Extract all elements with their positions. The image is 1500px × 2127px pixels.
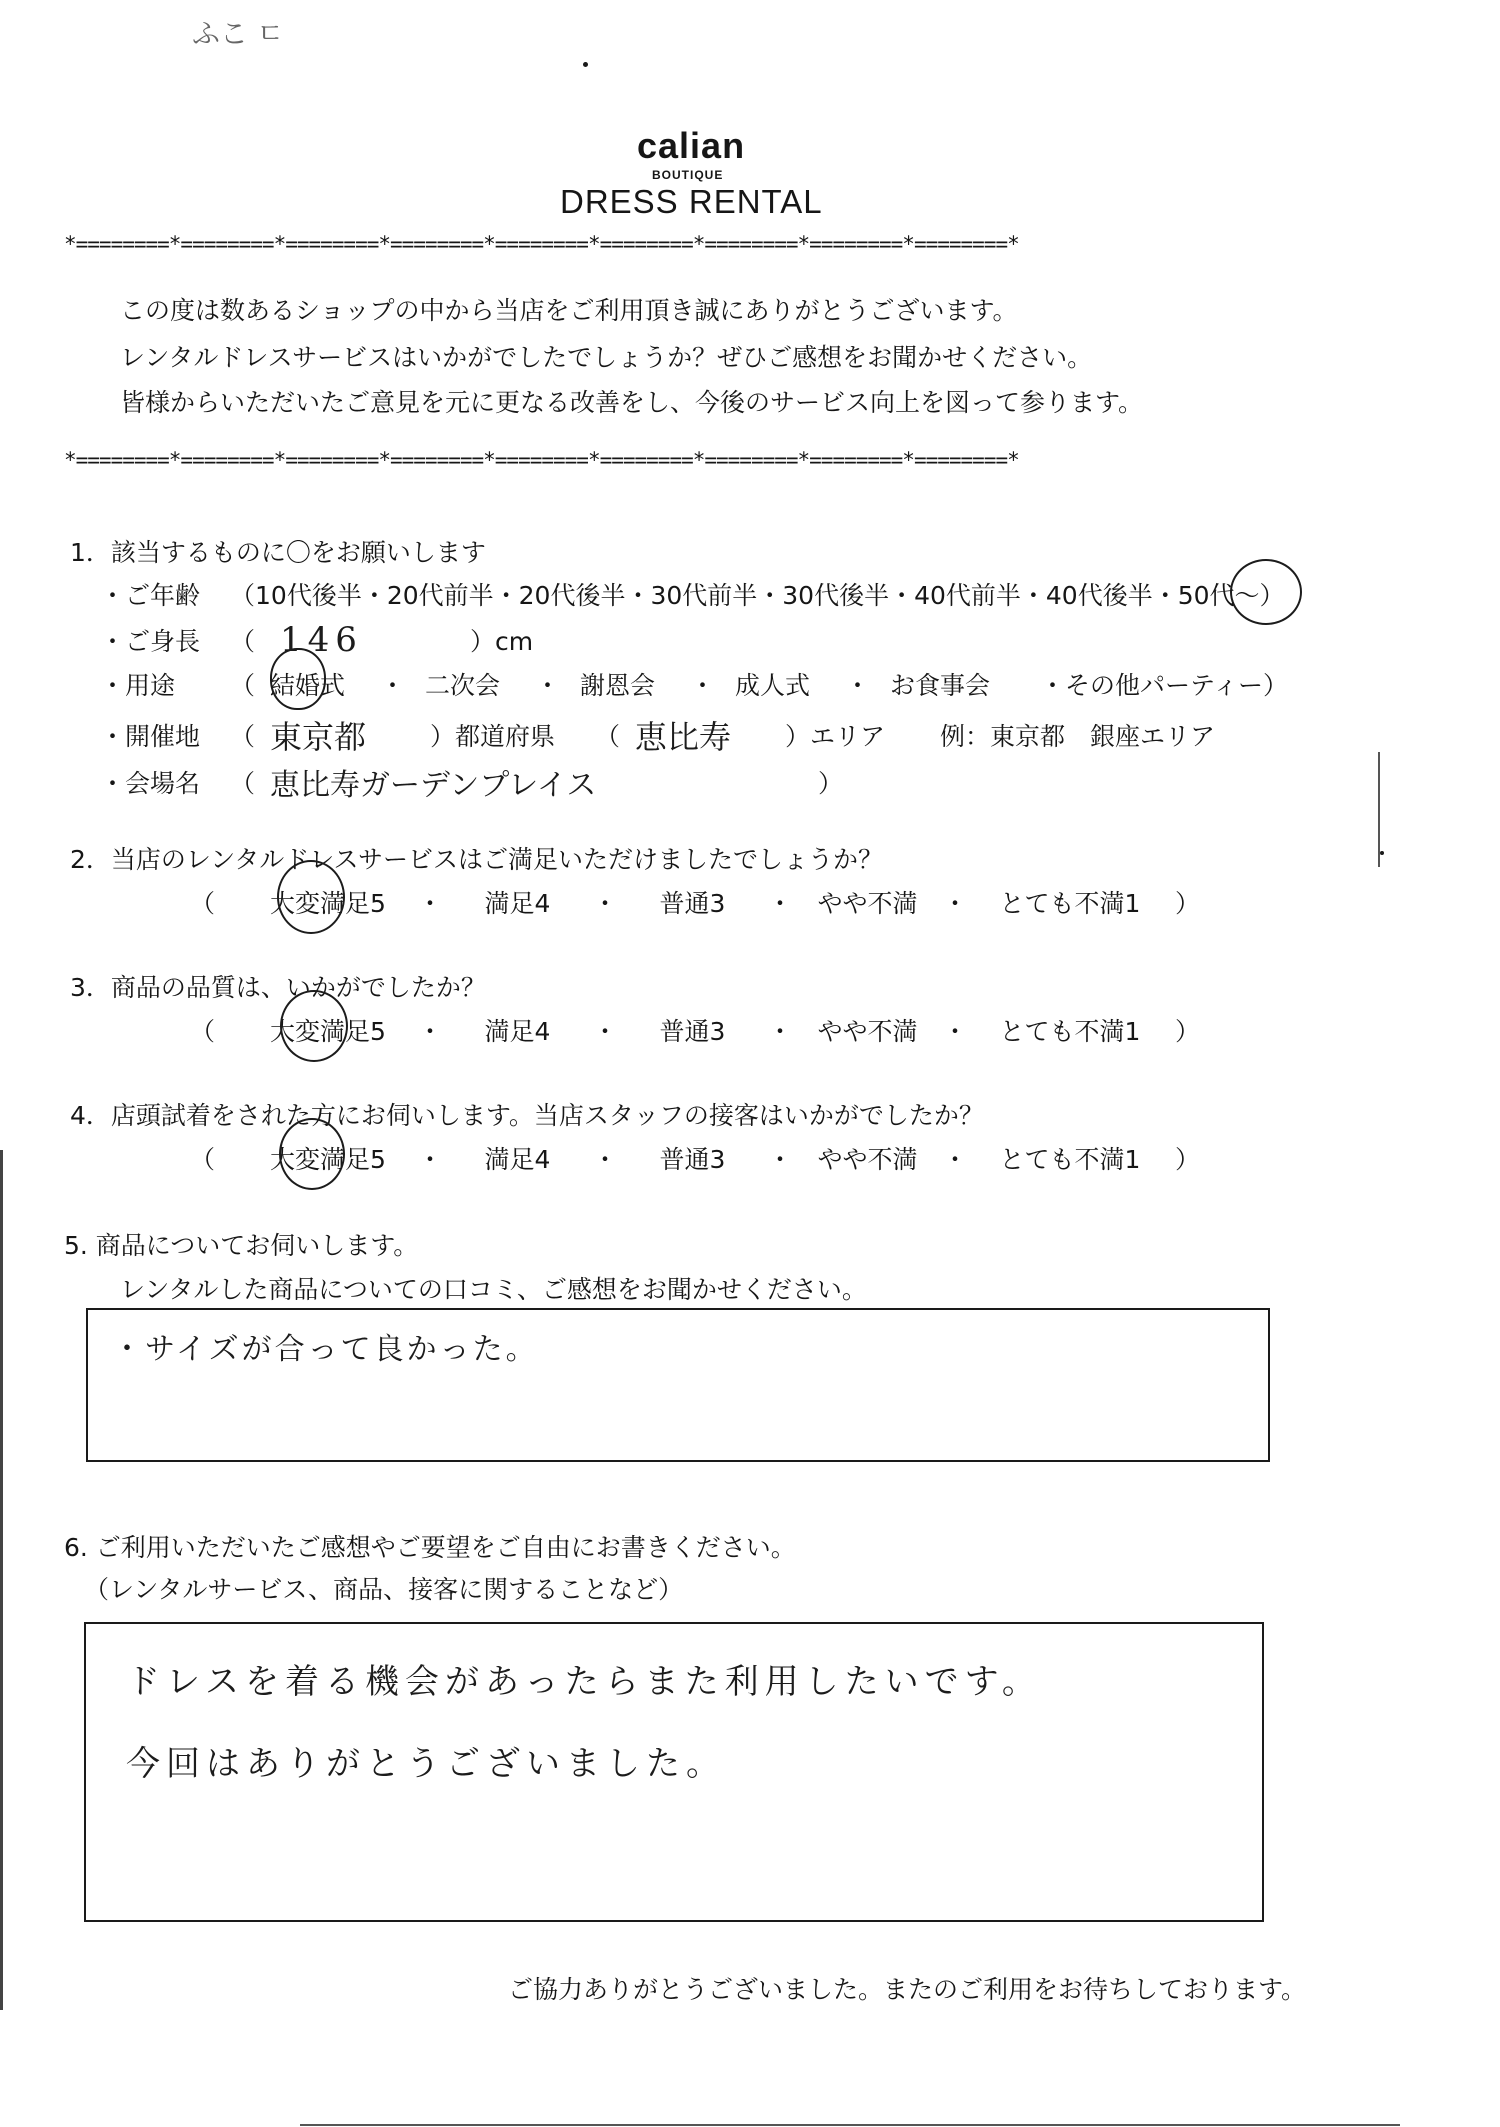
purpose-dot: ・ bbox=[380, 671, 406, 700]
age-options: 10代後半・20代前半・20代後半・30代前半・30代後半・40代前半・40代後半・ bbox=[255, 581, 1178, 610]
hall-open: （ bbox=[230, 769, 256, 798]
selection-circle bbox=[277, 860, 345, 934]
q1-title: 1．該当するものに〇をお願いします bbox=[70, 538, 486, 567]
scan-bottom-line bbox=[300, 2124, 1400, 2126]
q6-subtitle: （レンタルサービス、商品、接客に関することなど） bbox=[84, 1575, 684, 1604]
purpose-option[interactable]: 結婚式 bbox=[270, 671, 346, 700]
hall-close: ） bbox=[818, 769, 844, 798]
hall-label: ・会場名 bbox=[100, 769, 201, 798]
q6-answer-line: ドレスを着る機会があったらまた利用したいです。 bbox=[126, 1662, 1042, 1702]
venue-label: ・開催地 bbox=[100, 722, 201, 751]
scale-dot: ・ bbox=[592, 889, 618, 918]
scale-dot: ・ bbox=[417, 1145, 443, 1174]
venue-area[interactable]: 恵比寿 bbox=[635, 718, 732, 756]
venue-example: 例：東京都 銀座エリア bbox=[940, 722, 1216, 751]
scan-dot bbox=[583, 62, 588, 67]
scale-option[interactable]: 大変満足5 bbox=[270, 1145, 386, 1174]
selection-circle bbox=[1230, 559, 1302, 625]
q5-answer-text: ・サイズが合って良かった。 bbox=[112, 1332, 539, 1367]
scale-option[interactable]: 大変満足5 bbox=[270, 1017, 386, 1046]
purpose-option[interactable]: 謝恩会 bbox=[580, 671, 656, 700]
scale-option[interactable]: とても不満1 bbox=[999, 1017, 1141, 1046]
q5-subtitle: レンタルした商品についての口コミ、ご感想をお聞かせください。 bbox=[120, 1275, 867, 1304]
scale-option[interactable]: 満足4 bbox=[484, 889, 551, 918]
age-row bbox=[100, 576, 1285, 612]
scale-dot: ・ bbox=[592, 1017, 618, 1046]
age-label: ・ご年齢 bbox=[100, 581, 201, 610]
venue-row bbox=[100, 712, 1215, 758]
q5-answer-box[interactable] bbox=[86, 1308, 1270, 1462]
height-unit: ）cm bbox=[470, 627, 534, 656]
scale-dot: ・ bbox=[767, 1145, 793, 1174]
scan-edge-line bbox=[0, 1150, 3, 2010]
scale-option[interactable]: 普通3 bbox=[659, 1145, 726, 1174]
q5-title: 5. 商品についてお伺いします。 bbox=[64, 1231, 419, 1260]
brand-logo: calian bbox=[637, 125, 746, 166]
height-label: ・ご身長 bbox=[100, 627, 201, 656]
venue-prefecture-label: ）都道府県 bbox=[430, 722, 556, 751]
purpose-option[interactable]: 二次会 bbox=[425, 671, 501, 700]
height-open: （ bbox=[230, 627, 256, 656]
scale-option[interactable]: 普通3 bbox=[659, 889, 726, 918]
q6-answer-line: 今回はありがとうございました。 bbox=[126, 1744, 726, 1784]
scale-open: （ bbox=[190, 889, 216, 918]
height-row bbox=[100, 620, 533, 660]
purpose-option[interactable]: 成人式 bbox=[735, 671, 811, 700]
separator-top: *========*========*========*========*========*========*========*========*========* bbox=[64, 232, 1019, 256]
purpose-label: ・用途 bbox=[100, 671, 176, 700]
scan-edge-line bbox=[1378, 752, 1380, 867]
scale-close: ） bbox=[1174, 1017, 1200, 1046]
q6-answer-box[interactable] bbox=[84, 1622, 1264, 1922]
age-selected-option[interactable]: 50代〜 bbox=[1177, 581, 1260, 610]
venue-open: （ bbox=[230, 722, 256, 751]
scale-dot: ・ bbox=[767, 1017, 793, 1046]
scale-dot: ・ bbox=[767, 889, 793, 918]
separator-bottom: *========*========*========*========*========*========*========*========*========* bbox=[64, 448, 1019, 472]
scale-open: （ bbox=[190, 1145, 216, 1174]
scale-dot: ・ bbox=[942, 1017, 968, 1046]
q4-title: 4．店頭試着をされた方にお伺いします。当店スタッフの接客はいかがでしたか？ bbox=[70, 1101, 984, 1130]
venue-open-2: （ bbox=[595, 722, 621, 751]
scan-mark: ふこ ㄷ bbox=[192, 17, 284, 50]
q6-title: 6. ご利用いただいたご感想やご要望をご自由にお書きください。 bbox=[64, 1533, 796, 1562]
scale-option[interactable]: 満足4 bbox=[484, 1145, 551, 1174]
scale-option[interactable]: 大変満足5 bbox=[270, 889, 386, 918]
age-close: ） bbox=[1259, 581, 1285, 610]
selection-circle bbox=[279, 1118, 345, 1190]
selection-circle bbox=[280, 990, 348, 1062]
scale-dot: ・ bbox=[592, 1145, 618, 1174]
age-open: （ bbox=[230, 581, 256, 610]
scale-dot: ・ bbox=[417, 889, 443, 918]
venue-area-label: ）エリア bbox=[785, 722, 886, 751]
footer-thanks: ご協力ありがとうございました。またのご利用をお待ちしております。 bbox=[508, 1975, 1307, 2004]
scale-option[interactable]: 満足4 bbox=[484, 1017, 551, 1046]
intro-line: この度は数あるショップの中から当店をご利用頂き誠にありがとうございます。 bbox=[120, 296, 1018, 325]
scale-close: ） bbox=[1174, 889, 1200, 918]
hall-value[interactable]: 恵比寿ガーデンプレイス bbox=[270, 768, 597, 803]
purpose-dot: ・ bbox=[690, 671, 716, 700]
scale-option[interactable]: やや不満 bbox=[817, 1017, 918, 1046]
intro-line: レンタルドレスサービスはいかがでしたでしょうか？ぜひご感想をお聞かせください。 bbox=[120, 343, 1093, 372]
hall-row bbox=[100, 760, 843, 804]
intro-line: 皆様からいただいたご意見を元に更なる改善をし、今後のサービス向上を図って参ります。 bbox=[120, 388, 1144, 417]
brand-logo-sub: BOUTIQUE bbox=[652, 168, 724, 182]
scale-close: ） bbox=[1174, 1145, 1200, 1174]
scale-option[interactable]: やや不満 bbox=[817, 1145, 918, 1174]
purpose-dot: ・ bbox=[535, 671, 561, 700]
q2-title: 2．当店のレンタルドレスサービスはご満足いただけましたでしょうか？ bbox=[70, 845, 884, 874]
height-value[interactable]: 146 bbox=[280, 620, 363, 660]
scale-dot: ・ bbox=[417, 1017, 443, 1046]
scale-option[interactable]: とても不満1 bbox=[999, 1145, 1141, 1174]
scale-option[interactable]: やや不満 bbox=[817, 889, 918, 918]
scale-option[interactable]: 普通3 bbox=[659, 1017, 726, 1046]
scale-dot: ・ bbox=[942, 1145, 968, 1174]
purpose-option-other[interactable]: ・その他パーティー） bbox=[1040, 671, 1289, 700]
scale-open: （ bbox=[190, 1017, 216, 1046]
scan-dot bbox=[1380, 851, 1384, 855]
scale-dot: ・ bbox=[942, 889, 968, 918]
brand-service: DRESS RENTAL bbox=[560, 183, 823, 220]
selection-circle bbox=[270, 648, 326, 710]
venue-prefecture[interactable]: 東京都 bbox=[270, 718, 367, 756]
q3-title: 3．商品の品質は、いかがでしたか？ bbox=[70, 973, 486, 1002]
purpose-open: （ bbox=[230, 671, 256, 700]
purpose-dot: ・ bbox=[845, 671, 871, 700]
purpose-option[interactable]: お食事会 bbox=[890, 671, 991, 700]
scale-option[interactable]: とても不満1 bbox=[999, 889, 1141, 918]
